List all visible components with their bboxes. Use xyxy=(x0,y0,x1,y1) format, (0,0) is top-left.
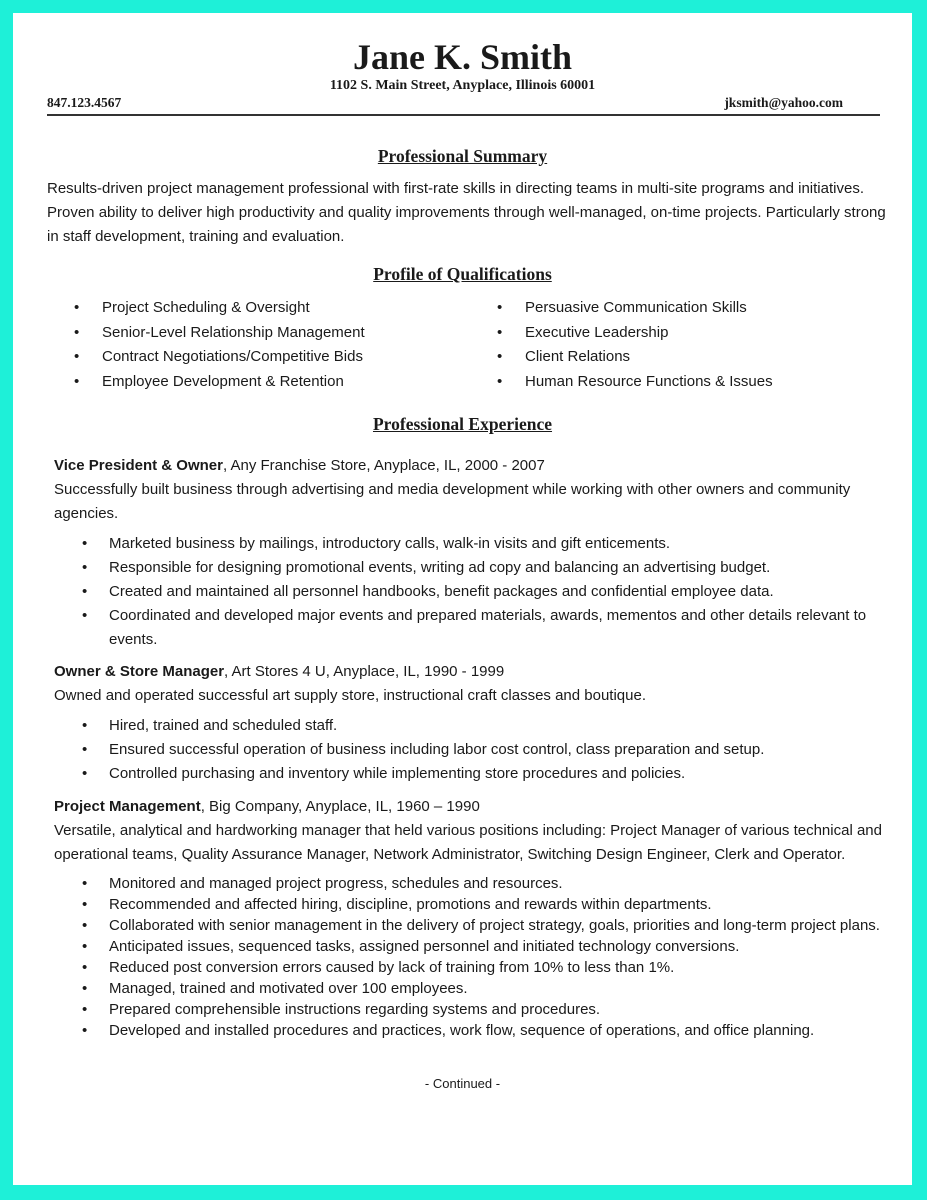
job-description: Versatile, analytical and hardworking manager that held various positions including: Project Manager of various technical and operational teams, Quality Assurance Manager, Network Administrator, Switching Design Engineer, Clerk and Operator. xyxy=(54,822,882,863)
list-item: • Ensured successful operation of business including labor cost control, class preparation and setup. xyxy=(54,738,889,762)
qualifications-heading: Profile of Qualifications xyxy=(373,264,552,284)
job-title-line xyxy=(54,454,889,478)
list-item: • Human Resource Functions & Issues xyxy=(525,370,773,395)
list-item: • Developed and installed procedures and practices, work flow, sequence of operations, and office planning. xyxy=(54,1020,889,1041)
list-item: • Controlled purchasing and inventory while implementing store procedures and policies. xyxy=(54,762,889,786)
email-address: jksmith@yahoo.com xyxy=(724,95,843,110)
list-item: • Project Scheduling & Oversight xyxy=(102,296,365,321)
job-entry-project-management xyxy=(54,795,889,1041)
list-item: • Contract Negotiations/Competitive Bids xyxy=(102,345,365,370)
phone-number: 847.123.4567 xyxy=(47,95,122,110)
job-title-line xyxy=(54,660,889,684)
summary-text: Results-driven project management professional with first-rate skills in directing teams in multi-site programs and initiatives. Proven ability to deliver high productivity and quality improvements through well-managed, on-time projects. Particularly strong in staff development, training and evaluation. xyxy=(47,180,886,245)
list-item: • Employee Development & Retention xyxy=(102,370,365,395)
list-item: • Coordinated and developed major events and prepared materials, awards, mementos and other details relevant to events. xyxy=(54,604,889,652)
job-meta: , Big Company, Anyplace, IL, 1960 – 1990 xyxy=(200,798,480,815)
header-divider xyxy=(47,114,880,116)
address: 1102 S. Main Street, Anyplace, Illinois 60001 xyxy=(329,78,596,93)
job-title: Project Management xyxy=(54,798,201,815)
list-item: • Persuasive Communication Skills xyxy=(525,296,773,321)
job-description: Successfully built business through advertising and media development while working with other owners and community agencies. xyxy=(54,481,851,522)
job-bullets xyxy=(54,714,889,786)
list-item: • Collaborated with senior management in the delivery of project strategy, goals, priorities and long-term project plans. xyxy=(54,915,889,936)
job-entry-vice-president xyxy=(54,454,889,652)
qualifications-list xyxy=(13,296,912,396)
resume-page xyxy=(13,13,912,1185)
job-meta: , Art Stores 4 U, Anyplace, IL, 1990 - 1999 xyxy=(224,663,505,680)
job-title-line xyxy=(54,795,889,819)
list-item: • Created and maintained all personnel handbooks, benefit packages and confidential employee data. xyxy=(54,580,889,604)
list-item: • Hired, trained and scheduled staff. xyxy=(54,714,889,738)
list-item: • Managed, trained and motivated over 100 employees. xyxy=(54,978,889,999)
job-description: Owned and operated successful art supply store, instructional craft classes and boutique. xyxy=(54,687,646,704)
list-item: • Prepared comprehensible instructions regarding systems and procedures. xyxy=(54,999,889,1020)
list-item: • Monitored and managed project progress, schedules and resources. xyxy=(54,873,889,894)
resume-name: Jane K. Smith xyxy=(352,37,573,77)
qualifications-left-column xyxy=(102,296,365,394)
job-bullets xyxy=(54,873,889,1041)
list-item: • Client Relations xyxy=(525,345,773,370)
continued-note: - Continued - xyxy=(424,1076,501,1091)
job-bullets xyxy=(54,532,889,652)
list-item: • Anticipated issues, sequenced tasks, assigned personnel and initiated technology conversions. xyxy=(54,936,889,957)
job-meta: , Any Franchise Store, Anyplace, IL, 2000 - 2007 xyxy=(222,457,545,474)
list-item: • Executive Leadership xyxy=(525,321,773,346)
list-item: • Marketed business by mailings, introductory calls, walk-in visits and gift enticements. xyxy=(54,532,889,556)
list-item: • Reduced post conversion errors caused by lack of training from 10% to less than 1%. xyxy=(54,957,889,978)
summary-heading: Professional Summary xyxy=(377,146,548,166)
list-item: • Recommended and affected hiring, discipline, promotions and rewards within departments. xyxy=(54,894,889,915)
list-item: • Senior-Level Relationship Management xyxy=(102,321,365,346)
qualifications-right-column xyxy=(525,296,773,394)
experience-heading: Professional Experience xyxy=(372,414,553,434)
job-title: Owner & Store Manager xyxy=(54,663,225,680)
job-title: Vice President & Owner xyxy=(54,457,223,474)
job-entry-store-manager xyxy=(54,660,889,786)
list-item: • Responsible for designing promotional events, writing ad copy and balancing an advertising budget. xyxy=(54,556,889,580)
